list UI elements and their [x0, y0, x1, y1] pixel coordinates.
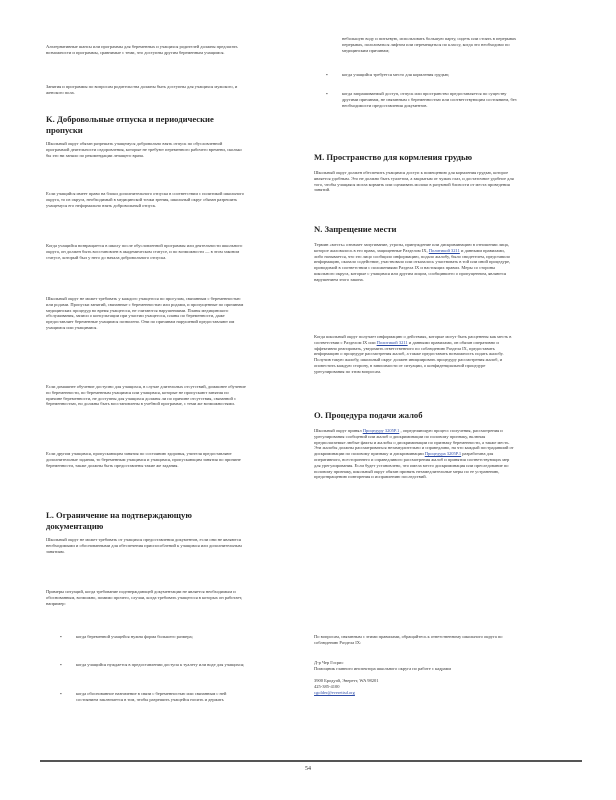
page-number: 54: [305, 766, 311, 772]
section-l-paragraph-1: Школьный округ не может требовать от учащихся предоставления документов, если они не являются необходимыми и обоснованными для обеспечения приспособлений к учащимся или дополнительным занятиям.: [46, 537, 242, 554]
section-n-text-2-continued: и данными правилами, он обязан оперативно и эффективно реагировать, уведомить ответственного по соблюдению Раздела IX, предоставить информацию о процедуре рассмотрения жалоб, а также предоставить возможность подать жалобу. Получив такую жалобу, школьный округ должен инициировать процедуру рассмотрения жалоб, и оповестить каждую сторону, в зависимости от ситуации, о конфиденциальной процедуре урегулирования по этим вопросам.: [314, 339, 504, 374]
policy-3211-link-2[interactable]: Политикой 3211: [376, 339, 408, 345]
section-o-paragraph-1: [314, 428, 514, 480]
contact-title: Помощник главного инспектора школьного округа по работе с кадрами: [314, 666, 451, 671]
continued-bullet-text: небольшую воду и питьевую, использовать большую парту, сидеть или стоять в перерывах перерывах, пользоваться лифтом или перемещаться по классу, когда это необходимо по медицинским причинам;: [342, 36, 517, 53]
bullet-icon: ▪: [60, 634, 62, 639]
procedure-3205p1-link-2[interactable]: Процедура 3205P.1: [424, 451, 462, 457]
section-n-text: Термин «месть» означает запугивание, угрозы, принуждение или дискриминацию в отношении лица, которое жаловалось в его права, защищенные Разделом IX,: [314, 242, 509, 253]
contact-address: 3900 Бродуэй, Эверетт, WA 98201: [314, 678, 379, 683]
section-n-text-continued: и данными правилами, либо называется, что это лицо сообщило информацию, подало жалобу, было свидетелем, представило информацию, оказало содействие, участвовало или отказалось участвовать в той или иной процедуре, проводимой в соответствии с положениями Раздела IX и настоящих правил. Меры со стороны школьного округа, которые с учащимся или другим лицом, сообщившего о пропущенном, являются нарушением этого закона.: [314, 247, 511, 282]
bullet-icon: ▪: [326, 72, 328, 77]
contact-email-link[interactable]: cgolder@everettsd.org: [314, 690, 355, 695]
procedure-3205p1-link[interactable]: Процедуру 3205P.1: [362, 428, 400, 433]
bullet-item: когда запрашиваемый доступ, отпуск или пространство предоставляется по существу другими причинам, не связанным с беременностью или соответствующим состоянием, без необходимости предоставления документов.: [342, 91, 517, 108]
bullet-icon: ▪: [326, 91, 328, 96]
section-k-paragraph-1: Школьный округ обязан разрешать учащемуся добровольно взять отпуск по обусловленной программой деятельности оздоровления, которые не требуют переменного рабочего времени, сколько бы это ни заняло по рекомендации лечащего врача.: [46, 141, 242, 158]
section-k-paragraph-2: Если учащийся имеет право на блоки дополнительного отпуска в соответствии с политикой школьного округа, то из округа, необходимый в медицинской точки зрения, школьный округ обязан разрешить учащемуся его неформально взять добровольный отпуск.: [46, 191, 245, 208]
bullet-icon: ▪: [60, 662, 62, 667]
intro-paragraph-2: Занятия и программы по вопросам родительства должны быть доступны для учащихся мужского, и женского пола.: [46, 84, 238, 95]
section-o-heading: O. Процедура подачи жалоб: [314, 410, 423, 420]
contact-phone: 425-385-4100: [314, 684, 340, 689]
section-k-paragraph-5: Если домашнее обучение доступно для учащихся, в случае длительных отсутствий, домашнее обучение по беременности, по беременным учащимся или учащимся, которые не пропускают занятия по причине беременности, не доступны для учащихся должны ли по причине отсутствия, связанной с беременностью, но должны быть восстановлены в учебной программе, с теми же возможностями.: [46, 384, 246, 407]
bullet-item: когда беременной учащейся нужна форма большего размера;: [76, 634, 193, 639]
section-k-paragraph-3: Когда учащийся возвращается в школу после обусловленной программы или деятельности школьного округа, он должен быть восстановлен в академическом статусе, и по возможности — в этом законом статусе, который был у него до начала добровольного отпуска.: [46, 243, 243, 260]
section-o-text-end: разработана для оперативного, всестороннего и справедливого рассмотрения жалоб и принятия соответствующих мер для урегулирования. Если будет установлено, что имела место дискриминация или преследование по половому признаку, школьный округ обязан принять незамедлительные меры по ее устранению, предотвращению повторения и исправлению последствий.: [314, 451, 510, 480]
section-k-paragraph-6: Если другим учащимся, пропускающим занятия по состоянию здоровья, учителя предоставляют дополнительные задания, то беременным учащимся и учащимся, пропускающим занятия по причине беременности, также должны быть предоставлены такие же задания.: [46, 451, 241, 468]
section-o-paragraph-2: По вопросам, связанным с этими правилами, обращайтесь к ответственному школьного округа по соблюдению Раздела IX:: [314, 634, 503, 645]
section-o-text-continued: , определяющую процесс получения, рассмотрения и урегулирования сообщений или жалоб о дискриминации по половому признаку, включая предполагаемые любые факты и жалобы о дискриминации по признаку беременности, а также месть. Эти жалобы должны рассматриваться незамедлительно и справедливо, на что каждый пострадавший от дискриминации по половому признаку и дискриминации: [314, 428, 514, 457]
section-k-heading: K. Добровольные отпуска и периодические пропуски: [46, 114, 214, 135]
intro-paragraph: Альтернативные шансы или программы для беременных и учащихся родителей должны предлагать возможности и программы, сравнимые с теми, что доступны другим беременным учащимся.: [46, 44, 238, 55]
section-m-heading: M. Пространство для кормления грудью: [314, 152, 473, 162]
section-k-paragraph-4: Школьный округ не может требовать у каждого учащегося по прогулам, связанным с беременностью или родами. Пропуски занятий, связанные с беременностью или родами, и пропущенные по причинам медицинских процедур во время учащегося, не считаются нарушениями. Планы медицинского обслуживания, записи о консультации при участии учащегося, планы по беременности, даже предоставляет беременные учащимся позволено. Они по причинам нарушений предоставляют им учащимся или учащимися.: [46, 296, 244, 330]
footer-divider: [40, 760, 582, 762]
contact-name: Д-р Чер Госрис: [314, 660, 344, 665]
section-n-paragraph-2: [314, 334, 514, 375]
bullet-item: когда обоснованное назначение в связи с беременностью или связанным с ней состоянием заключается в том, чтобы разрешить учащейся носить и держать: [76, 691, 227, 702]
section-n-paragraph-1a: [314, 242, 514, 283]
bullet-item: когда учащийся нуждается в предоставлении доступа к туалету или воде для учащихся;: [76, 662, 245, 667]
section-n-heading: N. Запрещение мести: [314, 224, 397, 234]
bullet-item: когда учащийся требуется место для кормления грудью;: [342, 72, 450, 77]
section-o-text: Школьный округ принял: [314, 428, 362, 433]
bullet-icon: ▪: [60, 691, 62, 696]
policy-3211-link[interactable]: Политикой 3211: [428, 247, 460, 253]
section-n-text-2: Когда школьный округ получает информацию о действиях, которые могут быть расценены как месть в соответствии с Разделом IX или: [314, 334, 512, 345]
section-l-heading: L. Ограничение на подтверждающую документацию: [46, 510, 192, 531]
section-m-paragraph: Школьный округ должен обеспечить учащимся доступ к помещению для кормления грудью, которое является удобным. Это не должно быть туалетом, а закрытым от чужих глаз, и достаточное удобное для того, чтобы учащаяся могла кормить или сцеживать молоко в разумной близости от места проведения занятий.: [314, 170, 514, 193]
section-l-paragraph-2: Примеры ситуаций, когда требование подтверждающей документации не является необходимым и обоснованным, возможно, помимо прочего, случаи, когда требовать учащегося в которых он работает, например:: [46, 589, 243, 606]
